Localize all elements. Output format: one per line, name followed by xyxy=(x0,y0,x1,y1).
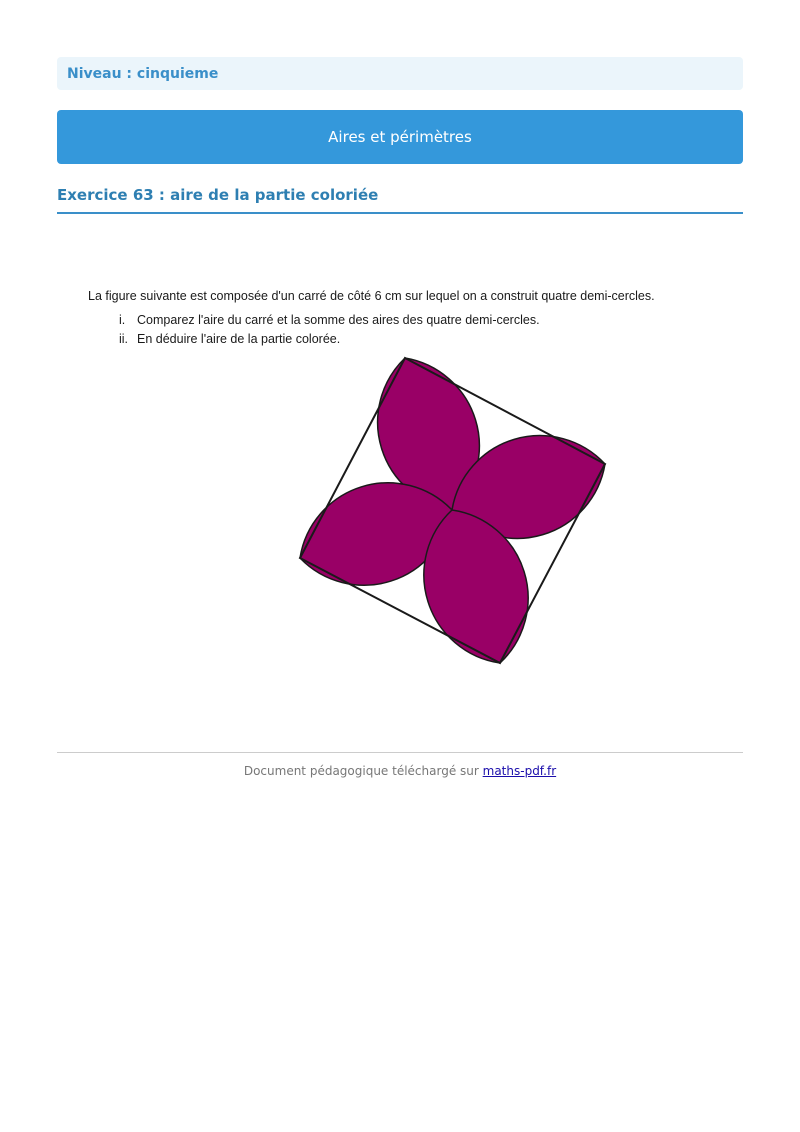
question-item xyxy=(88,332,728,346)
level-label: Niveau : cinquieme xyxy=(67,65,219,82)
footer-divider xyxy=(57,752,743,753)
exercise-statement xyxy=(88,289,728,351)
title-banner xyxy=(57,110,743,164)
statement-intro: La figure suivante est composée d'un carré de côté 6 cm sur lequel on a construit quatre demi-cercles. xyxy=(88,289,655,303)
footer xyxy=(57,764,743,778)
page-title: Aires et périmètres xyxy=(328,128,472,146)
exercise-heading xyxy=(57,185,743,214)
question-text: Comparez l'aire du carré et la somme des aires des quatre demi-cercles. xyxy=(137,313,540,327)
question-item xyxy=(88,313,728,327)
footer-text: Document pédagogique téléchargé sur xyxy=(243,764,483,778)
colored-petals xyxy=(300,358,605,663)
geometry-figure xyxy=(290,350,620,675)
level-box xyxy=(57,57,743,90)
question-text: En déduire l'aire de la partie colorée. xyxy=(137,332,341,346)
footer-link[interactable]: maths-pdf.fr xyxy=(482,764,557,778)
question-number: i. xyxy=(119,313,126,327)
exercise-title: Exercice 63 : aire de la partie coloriée xyxy=(57,186,379,204)
question-number: ii. xyxy=(119,332,129,346)
